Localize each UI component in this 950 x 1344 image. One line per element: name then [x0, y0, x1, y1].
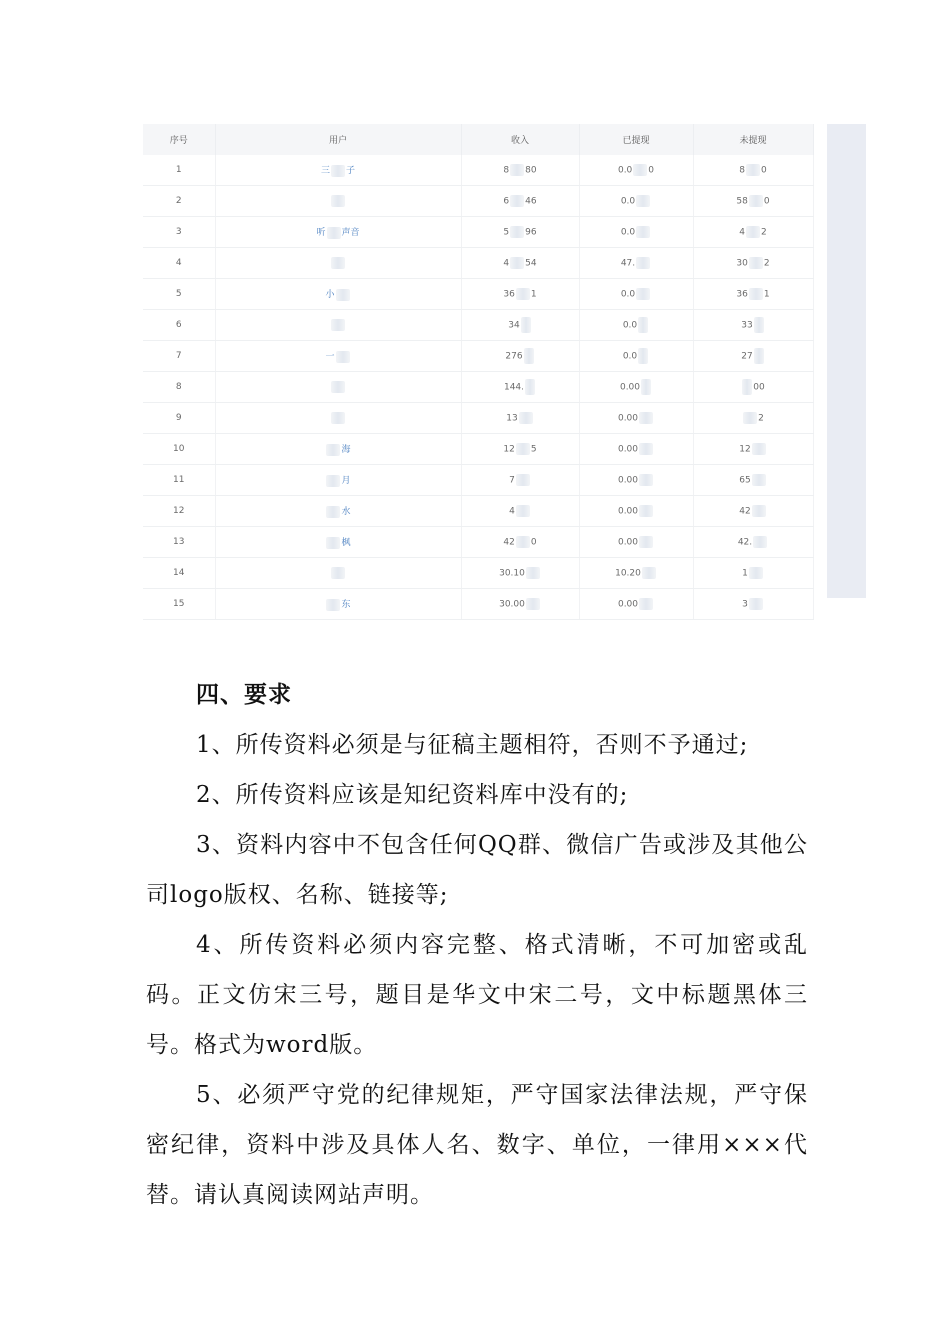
- cell-pending-text-end: 00: [753, 382, 765, 393]
- cell-user[interactable]: [215, 279, 461, 310]
- cell-pending: [693, 248, 813, 279]
- cell-pending: [693, 310, 813, 341]
- table-row: [143, 496, 813, 527]
- cell-pending: [693, 465, 813, 496]
- cell-income: [461, 434, 579, 465]
- cell-income-text-start: 5: [503, 227, 510, 238]
- header-income: 收入: [461, 124, 579, 155]
- cell-pending-text-start: 27: [741, 351, 753, 362]
- cell-pending-text-start: 65: [739, 475, 751, 486]
- cell-pending: [693, 558, 813, 589]
- redaction-mask: [749, 567, 763, 579]
- cell-income-text-end: 1: [530, 289, 537, 300]
- cell-pending: [693, 186, 813, 217]
- cell-withdrawn: [579, 372, 693, 403]
- header-user: 用户: [215, 124, 461, 155]
- cell-pending-text-start: 33: [741, 320, 753, 331]
- redaction-mask: [526, 598, 540, 610]
- redaction-mask: [519, 412, 533, 424]
- earnings-table-wrap: [143, 124, 813, 611]
- cell-withdrawn: [579, 589, 693, 620]
- table-row: [143, 558, 813, 589]
- redaction-mask: [326, 444, 340, 456]
- cell-income: [461, 217, 579, 248]
- cell-index: [143, 186, 215, 217]
- redaction-mask: [331, 567, 345, 579]
- cell-user[interactable]: [215, 155, 461, 186]
- cell-income-text-end: 0: [530, 537, 537, 548]
- cell-withdrawn-text-start: 0.00: [617, 444, 639, 455]
- cell-income-text-start: 30.00: [499, 599, 525, 610]
- redaction-mask: [753, 536, 767, 548]
- cell-income-text-start: 144.: [503, 382, 525, 393]
- cell-pending: [693, 279, 813, 310]
- cell-index-text: 7: [175, 351, 182, 361]
- cell-withdrawn: [579, 558, 693, 589]
- redaction-mask: [516, 536, 530, 548]
- redaction-mask: [636, 257, 650, 269]
- requirement-4: 4、所传资料必须内容完整、格式清晰，不可加密或乱码。正文仿宋三号，题目是华文中宋二号，文中标题黑体三号。格式为word版。: [146, 932, 808, 1058]
- redaction-mask: [526, 567, 540, 579]
- redaction-mask: [642, 567, 656, 579]
- redaction-mask: [639, 474, 653, 486]
- cell-withdrawn-text-start: 0.0: [622, 320, 638, 331]
- redaction-mask: [639, 412, 653, 424]
- redaction-mask: [636, 226, 650, 238]
- cell-index: [143, 403, 215, 434]
- cell-withdrawn-text-start: 0.00: [617, 506, 639, 517]
- cell-withdrawn: [579, 527, 693, 558]
- cell-withdrawn: [579, 341, 693, 372]
- cell-index: [143, 372, 215, 403]
- cell-user[interactable]: [215, 465, 461, 496]
- table-row: [143, 465, 813, 496]
- cell-income-text-start: 34: [508, 320, 520, 331]
- cell-index-text: 4: [175, 258, 182, 268]
- cell-income-text-end: 5: [530, 444, 537, 455]
- redaction-mask: [516, 505, 530, 517]
- cell-user[interactable]: [215, 310, 461, 341]
- cell-user-text-end: 月: [341, 476, 351, 487]
- redaction-mask: [525, 379, 535, 395]
- cell-income-text-start: 36: [503, 289, 515, 300]
- cell-withdrawn-text-start: 0.0: [620, 289, 636, 300]
- table-row: [143, 248, 813, 279]
- cell-income: [461, 310, 579, 341]
- redaction-mask: [754, 317, 764, 333]
- cell-withdrawn: [579, 403, 693, 434]
- cell-withdrawn: [579, 434, 693, 465]
- redaction-mask: [636, 288, 650, 300]
- redaction-mask: [516, 474, 530, 486]
- redaction-mask: [752, 443, 766, 455]
- cell-index: [143, 248, 215, 279]
- redaction-mask: [752, 474, 766, 486]
- cell-user-text-end: 水: [341, 507, 351, 518]
- redaction-mask: [636, 195, 650, 207]
- redaction-mask: [326, 506, 340, 518]
- cell-pending-text-start: 30: [736, 258, 748, 269]
- cell-index: [143, 310, 215, 341]
- cell-withdrawn-text-start: 0.0: [622, 351, 638, 362]
- cell-index-text: 12: [173, 506, 185, 516]
- redaction-mask: [639, 536, 653, 548]
- cell-income: [461, 558, 579, 589]
- cell-pending: [693, 527, 813, 558]
- cell-user[interactable]: [215, 186, 461, 217]
- cell-pending-text-start: 4: [739, 227, 745, 238]
- cell-index-text: 5: [175, 289, 182, 299]
- redaction-mask: [331, 165, 345, 177]
- table-row: [143, 403, 813, 434]
- cell-pending: [693, 372, 813, 403]
- redaction-mask: [331, 257, 345, 269]
- cell-withdrawn-text-start: 0.0: [620, 196, 636, 207]
- redaction-mask: [326, 475, 340, 487]
- cell-income-text-start: 4: [509, 506, 515, 517]
- table-row: [143, 186, 813, 217]
- cell-withdrawn: [579, 186, 693, 217]
- cell-income: [461, 248, 579, 279]
- cell-pending: [693, 155, 813, 186]
- table-row: [143, 527, 813, 558]
- requirement-2: 2、所传资料应该是知纪资料库中没有的;: [196, 782, 629, 808]
- cell-withdrawn-text-start: 0.00: [617, 413, 639, 424]
- cell-user-text-end: 海: [341, 445, 351, 456]
- redaction-mask: [749, 598, 763, 610]
- cell-withdrawn: [579, 217, 693, 248]
- cell-pending-text-start: 36: [736, 289, 748, 300]
- cell-index-text: 15: [173, 599, 185, 609]
- redaction-mask: [641, 379, 651, 395]
- cell-income-text-start: 8: [503, 165, 510, 176]
- redaction-mask: [639, 505, 653, 517]
- cell-index: [143, 279, 215, 310]
- cell-index-text: 14: [173, 568, 185, 578]
- cell-income: [461, 155, 579, 186]
- table-row: [143, 341, 813, 372]
- cell-index-text: 10: [173, 444, 185, 454]
- embedded-screenshot: [143, 124, 866, 611]
- cell-pending-text-start: 42: [739, 506, 751, 517]
- requirement-1: 1、所传资料必须是与征稿主题相符，否则不予通过;: [196, 732, 749, 758]
- table-body: [143, 155, 813, 620]
- cell-income-text-start: 42: [503, 537, 515, 548]
- cell-index: [143, 341, 215, 372]
- cell-index: [143, 217, 215, 248]
- redaction-mask: [336, 351, 350, 363]
- requirements-section: [146, 670, 808, 1220]
- cell-income: [461, 403, 579, 434]
- cell-user[interactable]: [215, 341, 461, 372]
- cell-pending-text-end: 2: [763, 258, 770, 269]
- cell-income: [461, 527, 579, 558]
- cell-withdrawn: [579, 279, 693, 310]
- cell-user[interactable]: [215, 527, 461, 558]
- redaction-mask: [749, 257, 763, 269]
- cell-pending-text-end: 1: [763, 289, 770, 300]
- cell-withdrawn-text-start: 0.00: [617, 537, 639, 548]
- cell-user[interactable]: [215, 496, 461, 527]
- cell-withdrawn: [579, 155, 693, 186]
- cell-index: [143, 496, 215, 527]
- cell-income: [461, 589, 579, 620]
- cell-withdrawn-text-start: 0.0: [617, 165, 633, 176]
- cell-withdrawn-text-start: 0.00: [619, 382, 641, 393]
- cell-user-text-end: 枫: [341, 538, 351, 549]
- cell-withdrawn-text-end: 0: [648, 165, 655, 176]
- cell-income-text-end: 46: [525, 196, 537, 207]
- redaction-mask: [326, 537, 340, 549]
- cell-income-text-start: 4: [503, 258, 510, 269]
- cell-index-text: 6: [175, 320, 182, 330]
- cell-pending-text-start: 8: [739, 165, 745, 176]
- cell-pending-text-start: 12: [739, 444, 751, 455]
- cell-pending-text-start: 3: [742, 599, 748, 610]
- table-row: [143, 372, 813, 403]
- cell-user-text-start: 听: [316, 228, 326, 239]
- cell-index-text: 3: [175, 227, 182, 237]
- cell-user-text-end: 子: [346, 166, 356, 177]
- redaction-mask: [331, 195, 345, 207]
- redaction-mask: [510, 226, 524, 238]
- requirement-5: 5、必须严守党的纪律规矩，严守国家法律法规，严守保密纪律，资料中涉及具体人名、数字、单位，一律用×××代替。请认真阅读网站声明。: [146, 1082, 808, 1208]
- cell-pending: [693, 341, 813, 372]
- cell-income: [461, 279, 579, 310]
- cell-pending-text-end: 2: [758, 413, 764, 424]
- cell-income-text-start: 276: [505, 351, 523, 362]
- cell-withdrawn: [579, 496, 693, 527]
- redaction-mask: [746, 226, 760, 238]
- cell-income: [461, 341, 579, 372]
- table-row: [143, 155, 813, 186]
- cell-income-text-start: 13: [506, 413, 518, 424]
- redaction-mask: [521, 317, 531, 333]
- cell-income-text-start: 7: [509, 475, 515, 486]
- cell-income: [461, 496, 579, 527]
- side-scroll-panel[interactable]: [827, 124, 866, 598]
- redaction-mask: [749, 288, 763, 300]
- cell-index: [143, 527, 215, 558]
- redaction-mask: [326, 599, 340, 611]
- cell-index: [143, 465, 215, 496]
- table-header-row: [143, 124, 813, 155]
- cell-pending-text-start: 1: [742, 568, 748, 579]
- cell-income-text-end: 96: [525, 227, 537, 238]
- earnings-table: [143, 124, 814, 620]
- redaction-mask: [524, 348, 534, 364]
- cell-income: [461, 465, 579, 496]
- cell-withdrawn: [579, 248, 693, 279]
- cell-withdrawn-text-start: 47.: [620, 258, 636, 269]
- cell-pending: [693, 434, 813, 465]
- redaction-mask: [331, 412, 345, 424]
- table-row: [143, 434, 813, 465]
- cell-user[interactable]: [215, 248, 461, 279]
- section-heading: 四、要求: [196, 682, 292, 708]
- redaction-mask: [746, 164, 760, 176]
- redaction-mask: [638, 348, 648, 364]
- table-row: [143, 279, 813, 310]
- redaction-mask: [336, 289, 350, 301]
- cell-pending-text-end: 0: [763, 196, 770, 207]
- header-withdrawn: 已提现: [579, 124, 693, 155]
- redaction-mask: [331, 319, 345, 331]
- cell-user[interactable]: [215, 434, 461, 465]
- cell-income-text-start: 30.10: [499, 568, 525, 579]
- cell-income-text-end: 54: [525, 258, 537, 269]
- cell-index-text: 11: [173, 475, 185, 485]
- cell-pending: [693, 403, 813, 434]
- redaction-mask: [510, 195, 524, 207]
- cell-index: [143, 558, 215, 589]
- cell-index: [143, 434, 215, 465]
- redaction-mask: [639, 598, 653, 610]
- cell-user-text-end: 声音: [341, 228, 360, 239]
- cell-index-text: 2: [175, 196, 182, 206]
- redaction-mask: [327, 227, 341, 239]
- cell-index-text: 8: [175, 382, 182, 392]
- cell-user-text-start: 小: [325, 290, 335, 301]
- redaction-mask: [742, 379, 752, 395]
- redaction-mask: [639, 443, 653, 455]
- cell-withdrawn-text-start: 10.20: [615, 568, 641, 579]
- redaction-mask: [331, 381, 345, 393]
- redaction-mask: [752, 505, 766, 517]
- cell-income-text-start: 6: [503, 196, 510, 207]
- redaction-mask: [516, 288, 530, 300]
- cell-withdrawn: [579, 310, 693, 341]
- redaction-mask: [638, 317, 648, 333]
- cell-index: [143, 155, 215, 186]
- redaction-mask: [510, 164, 524, 176]
- cell-index: [143, 589, 215, 620]
- cell-user-text-start: 一: [325, 352, 335, 363]
- cell-income-text-start: 12: [503, 444, 515, 455]
- table-row: [143, 589, 813, 620]
- cell-income: [461, 186, 579, 217]
- header-index: 序号: [143, 124, 215, 155]
- cell-pending-text-start: 58: [736, 196, 748, 207]
- redaction-mask: [749, 195, 763, 207]
- cell-user[interactable]: [215, 558, 461, 589]
- cell-pending: [693, 496, 813, 527]
- table-row: [143, 310, 813, 341]
- cell-user[interactable]: [215, 589, 461, 620]
- cell-user[interactable]: [215, 403, 461, 434]
- cell-pending-text-start: 42.: [737, 537, 753, 548]
- cell-index-text: 13: [173, 537, 185, 547]
- cell-withdrawn: [579, 465, 693, 496]
- cell-pending-text-end: 0: [761, 165, 767, 176]
- cell-income: [461, 372, 579, 403]
- redaction-mask: [510, 257, 524, 269]
- cell-income-text-end: 80: [525, 165, 537, 176]
- requirement-3: 3、资料内容中不包含任何QQ群、微信广告或涉及其他公司logo版权、名称、链接等;: [146, 832, 808, 908]
- redaction-mask: [743, 412, 757, 424]
- cell-withdrawn-text-start: 0.00: [617, 599, 639, 610]
- table-row: [143, 217, 813, 248]
- cell-pending: [693, 589, 813, 620]
- redaction-mask: [516, 443, 530, 455]
- header-pending: 未提现: [693, 124, 813, 155]
- redaction-mask: [754, 348, 764, 364]
- cell-user[interactable]: [215, 372, 461, 403]
- cell-index-text: 9: [175, 413, 182, 423]
- cell-pending: [693, 217, 813, 248]
- cell-pending-text-end: 2: [761, 227, 767, 238]
- cell-withdrawn-text-start: 0.00: [617, 475, 639, 486]
- redaction-mask: [633, 164, 647, 176]
- cell-user-text-end: 东: [341, 600, 351, 611]
- cell-index-text: 1: [175, 165, 182, 175]
- cell-withdrawn-text-start: 0.0: [620, 227, 636, 238]
- cell-user-text-start: 三: [320, 166, 330, 177]
- cell-user[interactable]: [215, 217, 461, 248]
